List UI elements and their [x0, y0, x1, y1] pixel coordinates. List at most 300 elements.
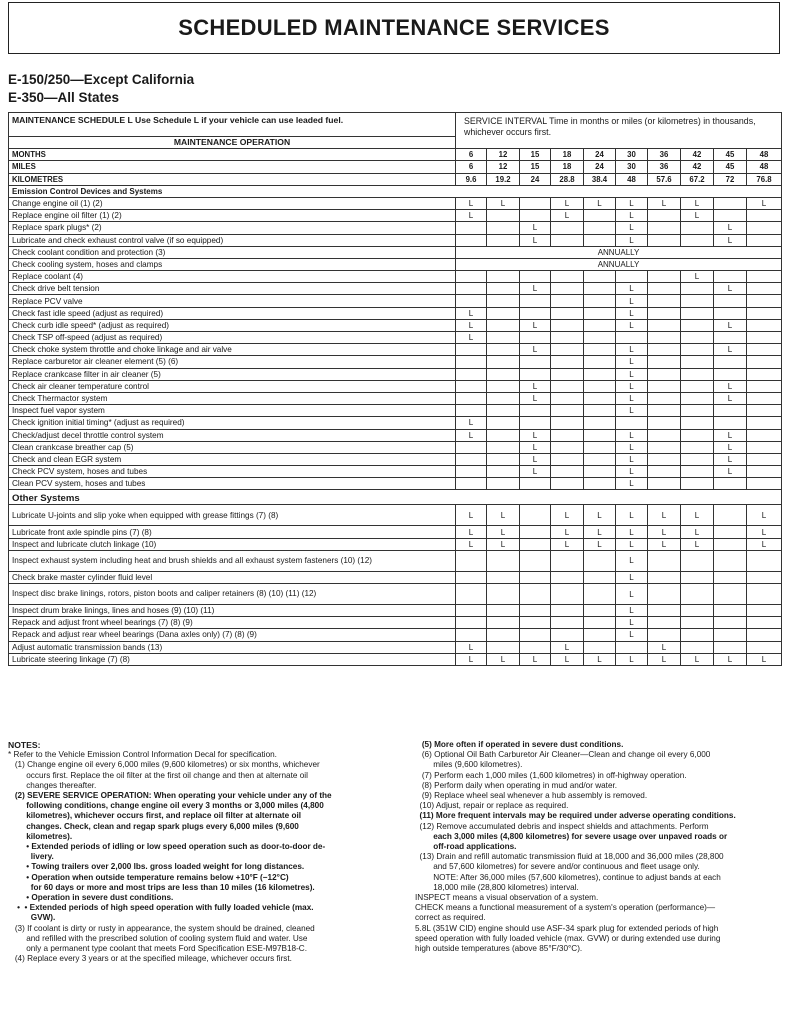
service-mark: L	[616, 617, 648, 629]
note-line: correct as required.	[415, 913, 486, 923]
empty-cell	[648, 605, 681, 617]
empty-cell	[487, 441, 520, 453]
empty-cell	[520, 405, 551, 417]
empty-cell	[551, 392, 584, 404]
service-mark: L	[714, 466, 747, 478]
empty-cell	[584, 283, 616, 295]
operation-label: Check cooling system, hoses and clamps	[9, 258, 456, 270]
empty-cell	[714, 605, 747, 617]
empty-cell	[520, 629, 551, 641]
service-mark: L	[487, 505, 520, 526]
service-mark: L	[616, 653, 648, 665]
service-mark: L	[456, 505, 487, 526]
service-mark: L	[584, 538, 616, 550]
empty-cell	[551, 441, 584, 453]
empty-cell	[551, 368, 584, 380]
table-row	[9, 332, 782, 344]
empty-cell	[681, 356, 714, 368]
empty-cell	[714, 505, 747, 526]
empty-cell	[681, 295, 714, 307]
operation-label: Check PCV system, hoses and tubes	[9, 466, 456, 478]
empty-cell	[714, 210, 747, 222]
empty-cell	[747, 550, 782, 571]
service-mark: L	[456, 526, 487, 538]
empty-cell	[520, 197, 551, 209]
note-line: • Extended periods of idling or low speed operation such as door-to-door de-	[8, 842, 326, 852]
empty-cell	[681, 641, 714, 653]
section-header-row	[9, 185, 782, 197]
empty-cell	[487, 319, 520, 331]
service-mark: L	[714, 453, 747, 465]
table-row	[9, 584, 782, 605]
note-line: NOTE: After 36,000 miles (57,600 kilometres), continue to adjust bands at each	[415, 872, 721, 882]
empty-cell	[551, 405, 584, 417]
empty-cell	[747, 629, 782, 641]
empty-cell	[584, 271, 616, 283]
empty-cell	[681, 550, 714, 571]
service-mark: L	[616, 584, 648, 605]
empty-cell	[714, 538, 747, 550]
interval-value: 28.8	[551, 173, 584, 185]
operation-label: Check curb idle speed* (adjust as required)	[9, 319, 456, 331]
empty-cell	[551, 584, 584, 605]
service-mark: L	[616, 234, 648, 246]
empty-cell	[681, 392, 714, 404]
empty-cell	[584, 478, 616, 490]
table-row	[9, 295, 782, 307]
empty-cell	[456, 453, 487, 465]
table-row	[9, 319, 782, 331]
maintenance-schedule-table	[8, 112, 782, 666]
empty-cell	[681, 368, 714, 380]
empty-cell	[681, 234, 714, 246]
note-line: • Towing trailers over 2,000 lbs. gross loaded weight for long distances.	[8, 862, 305, 872]
empty-cell	[551, 453, 584, 465]
empty-cell	[648, 356, 681, 368]
service-mark: L	[616, 295, 648, 307]
empty-cell	[520, 307, 551, 319]
title-box	[8, 2, 780, 54]
service-mark: L	[714, 344, 747, 356]
empty-cell	[584, 405, 616, 417]
service-mark: L	[747, 653, 782, 665]
table-row	[9, 307, 782, 319]
empty-cell	[681, 344, 714, 356]
service-mark: L	[681, 505, 714, 526]
operation-label: Check and clean EGR system	[9, 453, 456, 465]
interval-value: 24	[520, 173, 551, 185]
note-line: 5.8L (351W CID) engine should use ASF-34 spark plug for extended periods of high	[415, 923, 719, 933]
empty-cell	[456, 295, 487, 307]
service-mark: L	[487, 538, 520, 550]
operation-label: Check choke system throttle and choke linkage and air valve	[9, 344, 456, 356]
interval-value: 36	[648, 149, 681, 161]
empty-cell	[456, 405, 487, 417]
service-mark: L	[551, 526, 584, 538]
empty-cell	[648, 466, 681, 478]
empty-cell	[520, 295, 551, 307]
note-line: and 57,600 kilometres) for severe and/or continuous and fleet usage only.	[415, 862, 700, 872]
empty-cell	[714, 550, 747, 571]
empty-cell	[648, 368, 681, 380]
empty-cell	[747, 441, 782, 453]
model-subtitle-line-2: E-350—All States	[8, 90, 120, 105]
table-row	[9, 629, 782, 641]
empty-cell	[456, 271, 487, 283]
empty-cell	[714, 584, 747, 605]
operation-label: Replace carburetor air cleaner element (5) (6)	[9, 356, 456, 368]
empty-cell	[616, 271, 648, 283]
operation-label: Replace engine oil filter (1) (2)	[9, 210, 456, 222]
empty-cell	[747, 283, 782, 295]
empty-cell	[648, 441, 681, 453]
empty-cell	[747, 429, 782, 441]
note-line: for 60 days or more and most trips are less than 10 miles (16 kilometres).	[8, 882, 315, 892]
empty-cell	[648, 584, 681, 605]
service-mark: L	[520, 441, 551, 453]
service-mark: L	[487, 526, 520, 538]
empty-cell	[487, 295, 520, 307]
empty-cell	[551, 550, 584, 571]
empty-cell	[648, 478, 681, 490]
empty-cell	[520, 641, 551, 653]
annually-cell: ANNUALLY	[456, 258, 782, 270]
empty-cell	[584, 429, 616, 441]
empty-cell	[551, 234, 584, 246]
note-line: (10) Adjust, repair or replace as required.	[415, 801, 569, 811]
table-row	[9, 550, 782, 571]
note-line: and refilled with the prescribed solution of cooling system fluid and water. Use	[8, 933, 308, 943]
empty-cell	[648, 417, 681, 429]
empty-cell	[648, 234, 681, 246]
model-subtitle-line-1: E-150/250—Except California	[8, 72, 195, 87]
empty-cell	[551, 380, 584, 392]
operation-header: MAINTENANCE OPERATION	[9, 137, 456, 149]
empty-cell	[714, 571, 747, 583]
empty-cell	[520, 538, 551, 550]
empty-cell	[456, 584, 487, 605]
service-mark: L	[456, 429, 487, 441]
empty-cell	[487, 210, 520, 222]
empty-cell	[520, 571, 551, 583]
empty-cell	[520, 417, 551, 429]
empty-cell	[714, 295, 747, 307]
service-mark: L	[616, 571, 648, 583]
empty-cell	[456, 368, 487, 380]
interval-value: 76.8	[747, 173, 782, 185]
note-line: 18,000 mile (28,800 kilometres) interval.	[415, 882, 579, 892]
service-interval-header: SERVICE INTERVAL Time in months or miles (or kilometres) in thousands, whichever occurs first.	[456, 113, 782, 149]
note-line: (2) SEVERE SERVICE OPERATION: When operating your vehicle under any of the	[8, 791, 332, 801]
operation-label: Clean PCV system, hoses and tubes	[9, 478, 456, 490]
empty-cell	[714, 405, 747, 417]
table-row	[9, 246, 782, 258]
service-mark: L	[551, 210, 584, 222]
table-row	[9, 417, 782, 429]
table-row	[9, 222, 782, 234]
empty-cell	[584, 617, 616, 629]
empty-cell	[648, 210, 681, 222]
interval-value: 6	[456, 149, 487, 161]
empty-cell	[456, 380, 487, 392]
service-mark: L	[616, 368, 648, 380]
service-mark: L	[714, 222, 747, 234]
empty-cell	[747, 319, 782, 331]
empty-cell	[487, 332, 520, 344]
empty-cell	[487, 429, 520, 441]
service-mark: L	[456, 332, 487, 344]
note-line: INSPECT means a visual observation of a system.	[415, 893, 599, 903]
service-mark: L	[648, 538, 681, 550]
empty-cell	[487, 344, 520, 356]
empty-cell	[648, 550, 681, 571]
service-mark: L	[616, 538, 648, 550]
empty-cell	[487, 453, 520, 465]
empty-cell	[747, 307, 782, 319]
empty-cell	[456, 478, 487, 490]
operation-label: Check coolant condition and protection (3)	[9, 246, 456, 258]
empty-cell	[456, 283, 487, 295]
note-line: kilometres), whichever occurs first, and replace oil filter at alternate oil	[8, 811, 302, 821]
interval-value: 18	[551, 149, 584, 161]
empty-cell	[487, 392, 520, 404]
service-mark: L	[584, 526, 616, 538]
empty-cell	[551, 617, 584, 629]
empty-cell	[487, 417, 520, 429]
interval-label-months: MONTHS	[9, 149, 456, 161]
section-title: Emission Control Devices and Systems	[9, 185, 782, 197]
service-mark: L	[714, 392, 747, 404]
empty-cell	[648, 392, 681, 404]
empty-cell	[648, 283, 681, 295]
service-mark: L	[616, 629, 648, 641]
table-row	[9, 405, 782, 417]
empty-cell	[681, 629, 714, 641]
table-row	[9, 380, 782, 392]
empty-cell	[714, 478, 747, 490]
table-row	[9, 466, 782, 478]
service-mark: L	[616, 344, 648, 356]
empty-cell	[520, 478, 551, 490]
note-line: (8) Perform daily when operating in mud and/or water.	[415, 780, 618, 790]
empty-cell	[520, 505, 551, 526]
empty-cell	[584, 344, 616, 356]
empty-cell	[456, 466, 487, 478]
empty-cell	[551, 283, 584, 295]
empty-cell	[681, 405, 714, 417]
service-mark: L	[714, 319, 747, 331]
service-mark: L	[551, 538, 584, 550]
table-row	[9, 234, 782, 246]
table-row	[9, 617, 782, 629]
table-row	[9, 653, 782, 665]
note-line: * Refer to the Vehicle Emission Control Information Decal for specification.	[8, 750, 277, 760]
operation-label: Check brake master cylinder fluid level	[9, 571, 456, 583]
empty-cell	[551, 295, 584, 307]
operation-label: Clean crankcase breather cap (5)	[9, 441, 456, 453]
service-mark: L	[520, 222, 551, 234]
empty-cell	[551, 271, 584, 283]
empty-cell	[584, 380, 616, 392]
operation-label: Check fast idle speed (adjust as required)	[9, 307, 456, 319]
service-mark: L	[616, 283, 648, 295]
operation-label: Lubricate steering linkage (7) (8)	[9, 653, 456, 665]
note-line: CHECK means a functional measurement of a system's operation (performance)—	[415, 903, 716, 913]
service-mark: L	[520, 344, 551, 356]
empty-cell	[487, 222, 520, 234]
service-mark: L	[487, 653, 520, 665]
empty-cell	[584, 641, 616, 653]
operation-label: Replace crankcase filter in air cleaner (5)	[9, 368, 456, 380]
note-line: • Operation in severe dust conditions.	[8, 893, 174, 903]
empty-cell	[747, 356, 782, 368]
service-mark: L	[648, 641, 681, 653]
empty-cell	[520, 271, 551, 283]
service-mark: L	[616, 441, 648, 453]
service-mark: L	[456, 641, 487, 653]
empty-cell	[648, 222, 681, 234]
empty-cell	[681, 571, 714, 583]
empty-cell	[456, 356, 487, 368]
note-line: (6) Optional Oil Bath Carburetor Air Cleaner—Clean and change oil every 6,000	[415, 750, 711, 760]
note-line: each 3,000 miles (4,800 kilometres) for severe usage over unpaved roads or	[415, 831, 728, 841]
service-mark: L	[520, 380, 551, 392]
operation-label: Repack and adjust rear wheel bearings (Dana axles only) (7) (8) (9)	[9, 629, 456, 641]
page-title: SCHEDULED MAINTENANCE SERVICES	[178, 15, 610, 40]
schedule-header: MAINTENANCE SCHEDULE L Use Schedule L if your vehicle can use leaded fuel.	[9, 113, 456, 137]
empty-cell	[648, 319, 681, 331]
empty-cell	[584, 605, 616, 617]
service-mark: L	[747, 526, 782, 538]
interval-value: 24	[584, 161, 616, 173]
empty-cell	[584, 356, 616, 368]
service-mark: L	[616, 222, 648, 234]
table-row	[9, 368, 782, 380]
service-mark: L	[648, 653, 681, 665]
empty-cell	[487, 380, 520, 392]
service-mark: L	[456, 417, 487, 429]
empty-cell	[648, 271, 681, 283]
empty-cell	[487, 584, 520, 605]
service-mark: L	[648, 197, 681, 209]
service-mark: L	[520, 466, 551, 478]
section-title: Other Systems	[9, 490, 782, 505]
empty-cell	[648, 380, 681, 392]
operation-label: Adjust automatic transmission bands (13)	[9, 641, 456, 653]
note-line: • • Extended periods of high speed operation with fully loaded vehicle (max.	[8, 903, 314, 913]
empty-cell	[681, 617, 714, 629]
empty-cell	[747, 222, 782, 234]
empty-cell	[747, 210, 782, 222]
note-line: only a permanent type coolant that meets Ford Specification ESE-M97B18-C.	[8, 944, 307, 954]
empty-cell	[648, 295, 681, 307]
empty-cell	[487, 234, 520, 246]
service-mark: L	[616, 478, 648, 490]
empty-cell	[551, 605, 584, 617]
empty-cell	[520, 605, 551, 617]
empty-cell	[584, 417, 616, 429]
note-line: (12) Remove accumulated debris and inspect shields and attachments. Perform	[415, 821, 709, 831]
annually-cell: ANNUALLY	[456, 246, 782, 258]
empty-cell	[487, 605, 520, 617]
operation-label: Inspect drum brake linings, lines and hoses (9) (10) (11)	[9, 605, 456, 617]
interval-value: 30	[616, 149, 648, 161]
empty-cell	[584, 466, 616, 478]
empty-cell	[520, 356, 551, 368]
empty-cell	[487, 641, 520, 653]
empty-cell	[747, 392, 782, 404]
interval-value: 38.4	[584, 173, 616, 185]
service-mark: L	[456, 653, 487, 665]
empty-cell	[648, 429, 681, 441]
empty-cell	[456, 344, 487, 356]
table-row	[9, 505, 782, 526]
empty-cell	[584, 368, 616, 380]
service-mark: L	[681, 271, 714, 283]
note-line: (7) Perform each 1,000 miles (1,600 kilometres) in off-highway operation.	[415, 770, 687, 780]
empty-cell	[681, 222, 714, 234]
interval-value: 48	[747, 161, 782, 173]
empty-cell	[487, 478, 520, 490]
empty-cell	[747, 571, 782, 583]
interval-value: 18	[551, 161, 584, 173]
empty-cell	[681, 478, 714, 490]
note-line: (1) Change engine oil every 6,000 miles (9,600 kilometres) or six months, whichever	[8, 760, 320, 770]
service-mark: L	[551, 641, 584, 653]
notes-right-column	[415, 740, 795, 954]
interval-value: 19.2	[487, 173, 520, 185]
empty-cell	[714, 417, 747, 429]
empty-cell	[487, 307, 520, 319]
empty-cell	[747, 617, 782, 629]
empty-cell	[714, 629, 747, 641]
empty-cell	[487, 629, 520, 641]
empty-cell	[520, 332, 551, 344]
empty-cell	[714, 307, 747, 319]
service-mark: L	[520, 319, 551, 331]
empty-cell	[584, 550, 616, 571]
service-mark: L	[456, 210, 487, 222]
service-mark: L	[551, 505, 584, 526]
empty-cell	[747, 332, 782, 344]
operation-label: Lubricate front axle spindle pins (7) (8)	[9, 526, 456, 538]
table-row	[9, 258, 782, 270]
empty-cell	[487, 405, 520, 417]
table-row	[9, 344, 782, 356]
empty-cell	[584, 453, 616, 465]
empty-cell	[648, 453, 681, 465]
section-header-row	[9, 490, 782, 505]
service-mark: L	[714, 653, 747, 665]
empty-cell	[747, 368, 782, 380]
note-line: • Operation when outside temperature remains below +10°F (−12°C)	[8, 872, 289, 882]
operation-label: Replace spark plugs* (2)	[9, 222, 456, 234]
empty-cell	[584, 571, 616, 583]
service-mark: L	[616, 392, 648, 404]
service-mark: L	[616, 550, 648, 571]
note-line: (3) If coolant is dirty or rusty in appearance, the system should be drained, cleaned	[8, 923, 315, 933]
empty-cell	[456, 617, 487, 629]
empty-cell	[747, 271, 782, 283]
empty-cell	[487, 550, 520, 571]
note-line: following conditions, change engine oil every 3 months or 3,000 miles (4,800	[8, 801, 324, 811]
table-row	[9, 605, 782, 617]
note-line: off-road applications.	[415, 842, 517, 852]
empty-cell	[714, 368, 747, 380]
table-row	[9, 210, 782, 222]
empty-cell	[747, 417, 782, 429]
note-line: (11) More frequent intervals may be required under adverse operating conditions.	[415, 811, 736, 821]
